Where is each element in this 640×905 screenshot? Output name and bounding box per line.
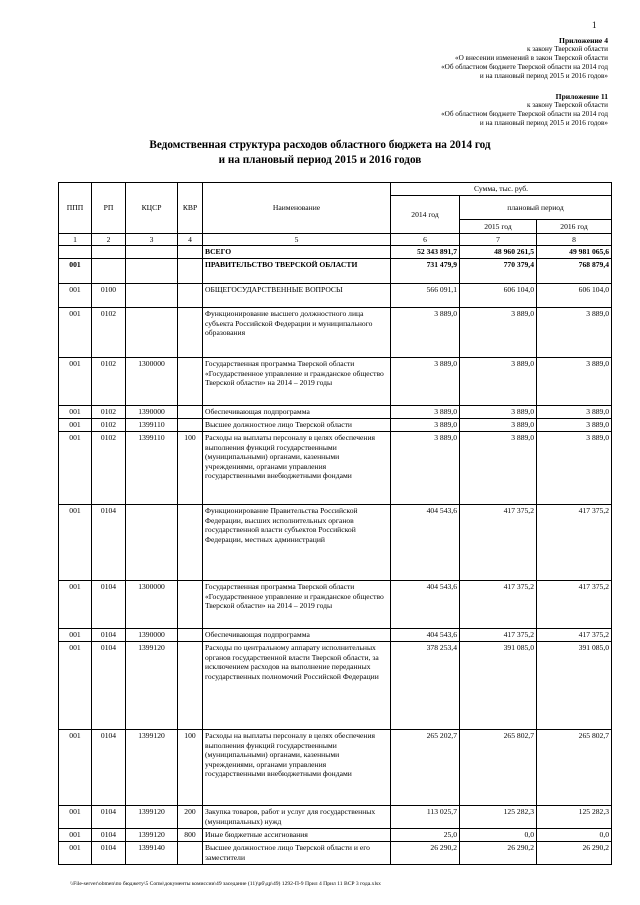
row-2015: 0,0 xyxy=(460,829,537,842)
row-name: Государственная программа Тверской области «Государственное управление и гражданское общество Тверской области» на 2014 – 2019 годы xyxy=(203,581,391,629)
col-number: 3 xyxy=(126,234,178,246)
row-ppp: 001 xyxy=(59,259,92,284)
row-name: ВСЕГО xyxy=(203,246,391,259)
row-kcsr: 1399110 xyxy=(126,432,178,505)
row-kcsr xyxy=(126,284,178,308)
row-2015: 3 889,0 xyxy=(460,358,537,406)
row-kvr xyxy=(178,246,203,259)
row-2016: 3 889,0 xyxy=(537,419,612,432)
row-2014: 3 889,0 xyxy=(391,358,460,406)
row-name: Функционирование Правительства Российской Федерации, высших исполнительных органов государственной власти субъектов Российской Федерации, местных администраций xyxy=(203,505,391,581)
row-name: Обеспечивающая подпрограмма xyxy=(203,406,391,419)
row-name: Обеспечивающая подпрограмма xyxy=(203,629,391,642)
row-ppp: 001 xyxy=(59,806,92,829)
row-ppp: 001 xyxy=(59,358,92,406)
row-name: ОБЩЕГОСУДАРСТВЕННЫЕ ВОПРОСЫ xyxy=(203,284,391,308)
row-kcsr: 1300000 xyxy=(126,581,178,629)
table-row xyxy=(59,642,612,730)
row-ppp: 001 xyxy=(59,505,92,581)
header-rp: РП xyxy=(92,183,126,234)
row-name: Функционирование высшего должностного лица субъекта Российской Федерации и муниципального образования xyxy=(203,308,391,358)
row-kvr xyxy=(178,308,203,358)
col-number: 7 xyxy=(460,234,537,246)
row-rp: 0104 xyxy=(92,829,126,842)
row-ppp: 001 xyxy=(59,432,92,505)
appendix-line: «Об областном бюджете Тверской области на 2014 год xyxy=(441,63,608,71)
appendix-line: к закону Тверской области xyxy=(526,45,608,53)
appendix-line: «О внесении изменений в закон Тверской области xyxy=(454,54,608,62)
row-kvr xyxy=(178,284,203,308)
row-name: ПРАВИТЕЛЬСТВО ТВЕРСКОЙ ОБЛАСТИ xyxy=(203,259,391,284)
table-row xyxy=(59,259,612,284)
col-number: 1 xyxy=(59,234,92,246)
row-2016: 3 889,0 xyxy=(537,308,612,358)
table-row xyxy=(59,308,612,358)
row-kcsr xyxy=(126,246,178,259)
row-2015: 3 889,0 xyxy=(460,308,537,358)
row-rp: 0104 xyxy=(92,581,126,629)
row-rp: 0102 xyxy=(92,432,126,505)
row-name: Иные бюджетные ассигнования xyxy=(203,829,391,842)
row-kcsr: 1399120 xyxy=(126,642,178,730)
row-rp xyxy=(92,246,126,259)
table-row xyxy=(59,246,612,259)
file-path-footer: \\File-server\obmen\по бюджету\5 Сопм\документы комиссии\49 заседание (11)\рб\др\49) 1292-П-9 Прил 4 Прил 11 ВСР 3 года.xlsx xyxy=(70,881,381,887)
table-row xyxy=(59,629,612,642)
row-rp: 0102 xyxy=(92,406,126,419)
row-kvr xyxy=(178,642,203,730)
row-2016: 768 879,4 xyxy=(537,259,612,284)
row-kvr xyxy=(178,358,203,406)
row-2015: 606 104,0 xyxy=(460,284,537,308)
row-ppp: 001 xyxy=(59,581,92,629)
table-row xyxy=(59,829,612,842)
row-2016: 0,0 xyxy=(537,829,612,842)
row-name: Расходы на выплаты персоналу в целях обеспечения выполнения функций государственными (муниципальными) органами, казенными учреждениями, органами управления государственными внебюджетными фондами xyxy=(203,432,391,505)
row-2014: 3 889,0 xyxy=(391,308,460,358)
table-row xyxy=(59,806,612,829)
col-number: 4 xyxy=(178,234,203,246)
row-2015: 265 802,7 xyxy=(460,730,537,806)
col-number: 2 xyxy=(92,234,126,246)
row-rp: 0102 xyxy=(92,308,126,358)
header-planned: плановый период xyxy=(460,196,612,220)
row-2014: 3 889,0 xyxy=(391,406,460,419)
row-2016: 125 282,3 xyxy=(537,806,612,829)
row-kcsr xyxy=(126,259,178,284)
col-number: 5 xyxy=(203,234,391,246)
appendix-heading: Приложение 4 xyxy=(559,36,608,45)
header-2016: 2016 год xyxy=(537,220,612,234)
row-2014: 404 543,6 xyxy=(391,581,460,629)
appendix-line: к закону Тверской области xyxy=(526,101,608,109)
header-2015: 2015 год xyxy=(460,220,537,234)
row-2016: 26 290,2 xyxy=(537,842,612,865)
row-2016: 417 375,2 xyxy=(537,581,612,629)
row-2014: 113 025,7 xyxy=(391,806,460,829)
row-kvr xyxy=(178,581,203,629)
row-kcsr: 1399120 xyxy=(126,730,178,806)
table-row xyxy=(59,842,612,865)
row-name: Расходы на выплаты персоналу в целях обеспечения выполнения функций государственными (муниципальными) органами, казенными учреждениями, органами управления государственными внебюджетными фондами xyxy=(203,730,391,806)
header-ppp: ППП xyxy=(59,183,92,234)
row-kcsr: 1390000 xyxy=(126,406,178,419)
row-2016: 265 802,7 xyxy=(537,730,612,806)
row-2015: 3 889,0 xyxy=(460,432,537,505)
row-rp: 0104 xyxy=(92,629,126,642)
row-kvr: 100 xyxy=(178,730,203,806)
row-kvr: 100 xyxy=(178,432,203,505)
header-kvr: КВР xyxy=(178,183,203,234)
row-name: Закупка товаров, работ и услуг для государственных (муниципальных) нужд xyxy=(203,806,391,829)
table-row xyxy=(59,406,612,419)
col-number: 6 xyxy=(391,234,460,246)
row-ppp: 001 xyxy=(59,284,92,308)
row-rp: 0104 xyxy=(92,806,126,829)
row-2016: 391 085,0 xyxy=(537,642,612,730)
column-number-row xyxy=(59,234,612,246)
row-kcsr: 1399120 xyxy=(126,829,178,842)
row-kvr xyxy=(178,419,203,432)
budget-table xyxy=(58,182,612,865)
row-2014: 52 343 891,7 xyxy=(391,246,460,259)
row-rp: 0104 xyxy=(92,730,126,806)
row-ppp: 001 xyxy=(59,308,92,358)
appendix-line: «Об областном бюджете Тверской области на 2014 год xyxy=(441,110,608,118)
row-2016: 3 889,0 xyxy=(537,358,612,406)
appendix-line: и на плановый период 2015 и 2016 годов» xyxy=(479,72,608,80)
appendix-11-note xyxy=(441,92,608,128)
page-number: 1 xyxy=(592,20,597,30)
row-kcsr xyxy=(126,505,178,581)
row-2016: 3 889,0 xyxy=(537,406,612,419)
row-rp: 0102 xyxy=(92,419,126,432)
row-2014: 566 091,1 xyxy=(391,284,460,308)
table-row xyxy=(59,358,612,406)
row-2015: 125 282,3 xyxy=(460,806,537,829)
row-name: Государственная программа Тверской области «Государственное управление и гражданское общество Тверской области» на 2014 – 2019 годы xyxy=(203,358,391,406)
row-kcsr xyxy=(126,308,178,358)
table-row xyxy=(59,505,612,581)
row-rp: 0100 xyxy=(92,284,126,308)
row-kcsr: 1399120 xyxy=(126,806,178,829)
row-2015: 3 889,0 xyxy=(460,406,537,419)
row-rp: 0104 xyxy=(92,642,126,730)
row-ppp xyxy=(59,246,92,259)
row-rp: 0102 xyxy=(92,358,126,406)
row-name: Высшее должностное лицо Тверской области и его заместители xyxy=(203,842,391,865)
appendix-line: и на плановый период 2015 и 2016 годов» xyxy=(479,119,608,127)
row-2015: 770 379,4 xyxy=(460,259,537,284)
row-ppp: 001 xyxy=(59,629,92,642)
col-number: 8 xyxy=(537,234,612,246)
row-kvr: 200 xyxy=(178,806,203,829)
row-kcsr: 1390000 xyxy=(126,629,178,642)
row-kvr xyxy=(178,842,203,865)
row-2015: 417 375,2 xyxy=(460,629,537,642)
row-2014: 731 479,9 xyxy=(391,259,460,284)
table-row xyxy=(59,730,612,806)
row-2015: 26 290,2 xyxy=(460,842,537,865)
table-row xyxy=(59,581,612,629)
row-rp: 0104 xyxy=(92,842,126,865)
row-2016: 606 104,0 xyxy=(537,284,612,308)
row-2015: 417 375,2 xyxy=(460,505,537,581)
row-2015: 391 085,0 xyxy=(460,642,537,730)
row-name: Расходы по центральному аппарату исполнительных органов государственной власти Тверской области, за исключением расходов на выполнение переданных государственных полномочий Российской Федерации xyxy=(203,642,391,730)
row-2014: 378 253,4 xyxy=(391,642,460,730)
table-row xyxy=(59,432,612,505)
row-2015: 48 960 261,5 xyxy=(460,246,537,259)
table-row xyxy=(59,419,612,432)
row-2014: 404 543,6 xyxy=(391,505,460,581)
row-ppp: 001 xyxy=(59,842,92,865)
row-kcsr: 1399110 xyxy=(126,419,178,432)
row-2014: 26 290,2 xyxy=(391,842,460,865)
row-ppp: 001 xyxy=(59,419,92,432)
row-kcsr: 1300000 xyxy=(126,358,178,406)
row-2014: 265 202,7 xyxy=(391,730,460,806)
row-2014: 25,0 xyxy=(391,829,460,842)
row-kvr xyxy=(178,259,203,284)
row-ppp: 001 xyxy=(59,829,92,842)
title-line-1: Ведомственная структура расходов областного бюджета на 2014 год xyxy=(149,139,491,151)
row-kvr xyxy=(178,629,203,642)
row-kcsr: 1399140 xyxy=(126,842,178,865)
row-kvr xyxy=(178,505,203,581)
header-row xyxy=(59,183,612,196)
row-ppp: 001 xyxy=(59,730,92,806)
title-line-2: и на плановый период 2015 и 2016 годов xyxy=(218,154,422,166)
document-title xyxy=(0,138,640,168)
table-row xyxy=(59,284,612,308)
row-ppp: 001 xyxy=(59,642,92,730)
row-2015: 3 889,0 xyxy=(460,419,537,432)
row-2014: 404 543,6 xyxy=(391,629,460,642)
row-name: Высшее должностное лицо Тверской области xyxy=(203,419,391,432)
appendix-4-note xyxy=(441,36,608,81)
row-rp xyxy=(92,259,126,284)
row-kvr: 800 xyxy=(178,829,203,842)
header-sum: Сумма, тыс. руб. xyxy=(391,183,612,196)
row-2016: 417 375,2 xyxy=(537,629,612,642)
header-name: Наименование xyxy=(203,183,391,234)
row-2015: 417 375,2 xyxy=(460,581,537,629)
appendix-heading: Приложение 11 xyxy=(555,92,608,101)
row-2016: 3 889,0 xyxy=(537,432,612,505)
row-2016: 417 375,2 xyxy=(537,505,612,581)
header-2014: 2014 год xyxy=(391,196,460,234)
row-ppp: 001 xyxy=(59,406,92,419)
row-2014: 3 889,0 xyxy=(391,419,460,432)
row-kvr xyxy=(178,406,203,419)
row-2016: 49 981 065,6 xyxy=(537,246,612,259)
row-2014: 3 889,0 xyxy=(391,432,460,505)
header-kcsr: КЦСР xyxy=(126,183,178,234)
row-rp: 0104 xyxy=(92,505,126,581)
